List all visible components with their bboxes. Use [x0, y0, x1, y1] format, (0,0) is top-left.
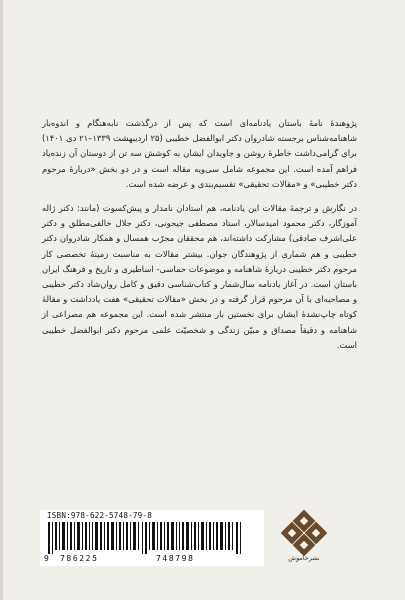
- isbn-label: ISBN:978-622-5748-79-8: [47, 511, 152, 520]
- cover-edge: [0, 0, 3, 600]
- blurb-paragraph: پژوهندهٔ نامهٔ باستان یادنامه‌ای است که پس از درگذشت نابه‌هنگام و اندوه‌بار شاهنامه‌شناس برجسته شادروان دکتر ابوالفضل خطیبی (۲۵ اردیبهشت ۱۳۳۹–۲۱ دی ۱۴۰۱) برای گرامی‌داشت خاطرهٔ روشن و جاویدان ایشان به کوشش سه تن از دوستان آن زنده‌یاد فراهم آمده است. این مجموعه شامل سی‌ویه مقاله است و در دو بخش «دربارهٔ مرحوم دکتر خطیبی» و «مقالات تحقیقی» تقسیم‌بندی و عرضه شده است.: [42, 118, 357, 189]
- blurb-paragraph: در نگارش و ترجمهٔ مقالات این یادنامه، هم استادان نامدار و پیش‌کسوت (مانند: دکتر ژاله آموزگار، دکتر محمود امیدسالار، استاد مصطفی جیحونی، دکتر جلال خالقی‌مطلق و دکتر علی‌اشرف صادقی) مشارکت داشته‌اند، هم محققان مجرّب همسال و همکار شادروان دکتر خطیبی و هم شماری از پژوهندگان جوان. بیشتر مقالات به مناسبت زمینهٔ تخصصی کار مرحوم دکتر خطیبی دربارهٔ شاهنامه و موضوعات حماسی- اساطیری و تاریخ و فرهنگ ایران باستان است. در آغاز یادنامه سال‌شمار و کتاب‌شناسی دقیق و کامل روان‌شاد دکتر خطیبی و مصاحبه‌ای با آن مرحوم قرار گرفته و در بخش «مقالات تحقیقی» هفت یادداشت و مقالهٔ کوتاه چاپ‌نشدهٔ ایشان برای نخستین بار منتشر شده است. این مجموعه هم مصراعی از شاهنامه و دقیقاً مصداق و مبیّن زندگی و شخصیّت علمی مرحوم دکتر ابوالفضل خطیبی است.: [42, 203, 357, 350]
- barcode-digit-group-right: 748798: [156, 554, 195, 563]
- barcode-digit-group-left: 786225: [60, 554, 99, 563]
- barcode-digits: [40, 554, 264, 565]
- barcode-digit-lead: 9: [44, 554, 49, 563]
- blurb: [42, 116, 357, 353]
- barcode: [48, 522, 256, 554]
- publisher-name: نشرخاموش: [288, 554, 320, 562]
